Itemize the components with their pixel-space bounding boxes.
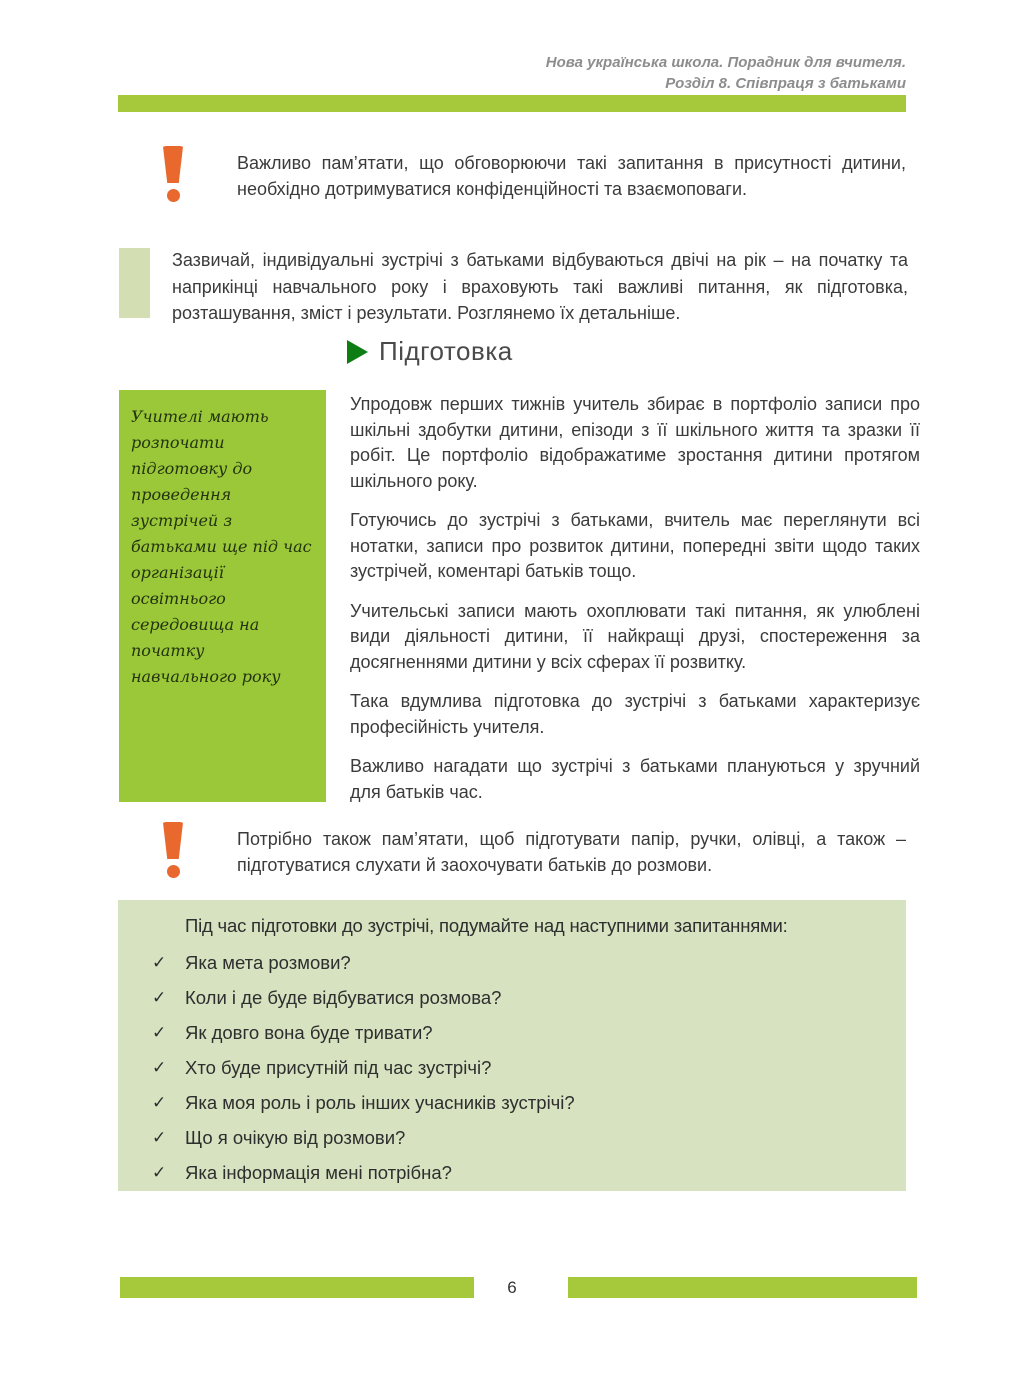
page-number: 6 [507,1278,517,1297]
checklist [152,952,888,1184]
checklist-item [152,952,888,974]
checklist-item-label: Хто буде присутній під час зустрічі? [185,1057,492,1078]
checklist-item-label: Яка моя роль і роль інших учасників зустрічі? [185,1092,575,1113]
checkmark-icon: ✓ [152,1093,167,1112]
exclamation-dot [167,865,180,878]
checkmark-icon: ✓ [152,1023,167,1042]
exclamation-icon [160,146,186,202]
checklist-item [152,1057,888,1079]
checklist-item [152,1092,888,1114]
footer-bar-left [120,1277,474,1298]
paragraph: Така вдумлива підготовка до зустрічі з батьками характеризує професійність учителя. [350,691,920,737]
footer-bar-right [568,1277,917,1298]
triangle-bullet-icon [347,340,368,364]
checklist-item-label: Що я очікую від розмови? [185,1127,406,1148]
checklist-item [152,1127,888,1149]
paragraph: Учительські записи мають охоплювати такі питання, як улюблені види діяльності дитини, її найкращі друзі, спостереження за досягненнями дитини у всіх сферах її розвитку. [350,600,920,672]
page-header [306,52,906,94]
header-title-line2: Розділ 8. Співпраця з батьками [665,75,906,92]
checklist-item [152,987,888,1009]
checkmark-icon: ✓ [152,1128,167,1147]
exclamation-icon [160,822,186,878]
checklist-item-label: Яка інформація мені потрібна? [185,1162,452,1183]
alert-text-1: Важливо пам’ятати, що обговорюючи такі запитання в присутності дитини, необхідно дотримуватися конфіденційності та взаємоповаги. [237,153,906,199]
checklist-item-label: Яка мета розмови? [185,952,351,973]
checklist-item-label: Як довго вона буде тривати? [185,1022,433,1043]
checkmark-icon: ✓ [152,1058,167,1077]
checklist-item [152,1162,888,1184]
header-title-line1: Нова українська школа. Порадник для вчителя. [545,54,906,71]
alert-text-2: Потрібно також пам’ятати, щоб підготувати папір, ручки, олівці, а також – підготуватися слухати й заохочувати батьків до розмови. [237,829,906,875]
checkmark-icon: ✓ [152,953,167,972]
checklist-item-label: Коли і де буде відбуватися розмова? [185,987,502,1008]
checkmark-icon: ✓ [152,988,167,1007]
checklist-item [152,1022,888,1044]
exclamation-dot [167,189,180,202]
sidebar-note: Учителі мають розпочати підготовку до проведення зустрічей з батьками ще під час організації освітнього середовища на початку навчального року [119,390,326,802]
section-title: Підготовка [379,336,513,366]
checklist-box [118,900,906,1191]
exclamation-bar [161,822,185,859]
exclamation-bar [161,146,185,183]
section-heading [347,336,513,367]
checkmark-icon: ✓ [152,1163,167,1182]
header-accent-bar [118,95,906,112]
main-text-column [350,392,920,819]
paragraph: Готуючись до зустрічі з батьками, вчитель має переглянути всі нотатки, записи про розвиток дитини, попередні звіти щодо таких зустрічей, коментарі батьків тощо. [350,510,920,581]
intro-marker-square [119,248,150,318]
paragraph: Упродовж перших тижнів учитель збирає в портфоліо записи про шкільні здобутки дитини, епізоди з її шкільного життя та зразки її робіт. Це портфоліо відображатиме зростання дитини протягом шкільного року. [350,394,920,491]
intro-paragraph: Зазвичай, індивідуальні зустрічі з батьками відбуваються двічі на рік – на початку та наприкінці навчального року і враховують такі важливі питання, як підготовка, розташування, зміст і результати. Розглянемо їх детальніше. [172,250,908,323]
checklist-title: Під час підготовки до зустрічі, подумайте над наступними запитаннями: [185,915,788,936]
paragraph: Важливо нагадати що зустрічі з батьками плануються у зручний для батьків час. [350,756,920,802]
